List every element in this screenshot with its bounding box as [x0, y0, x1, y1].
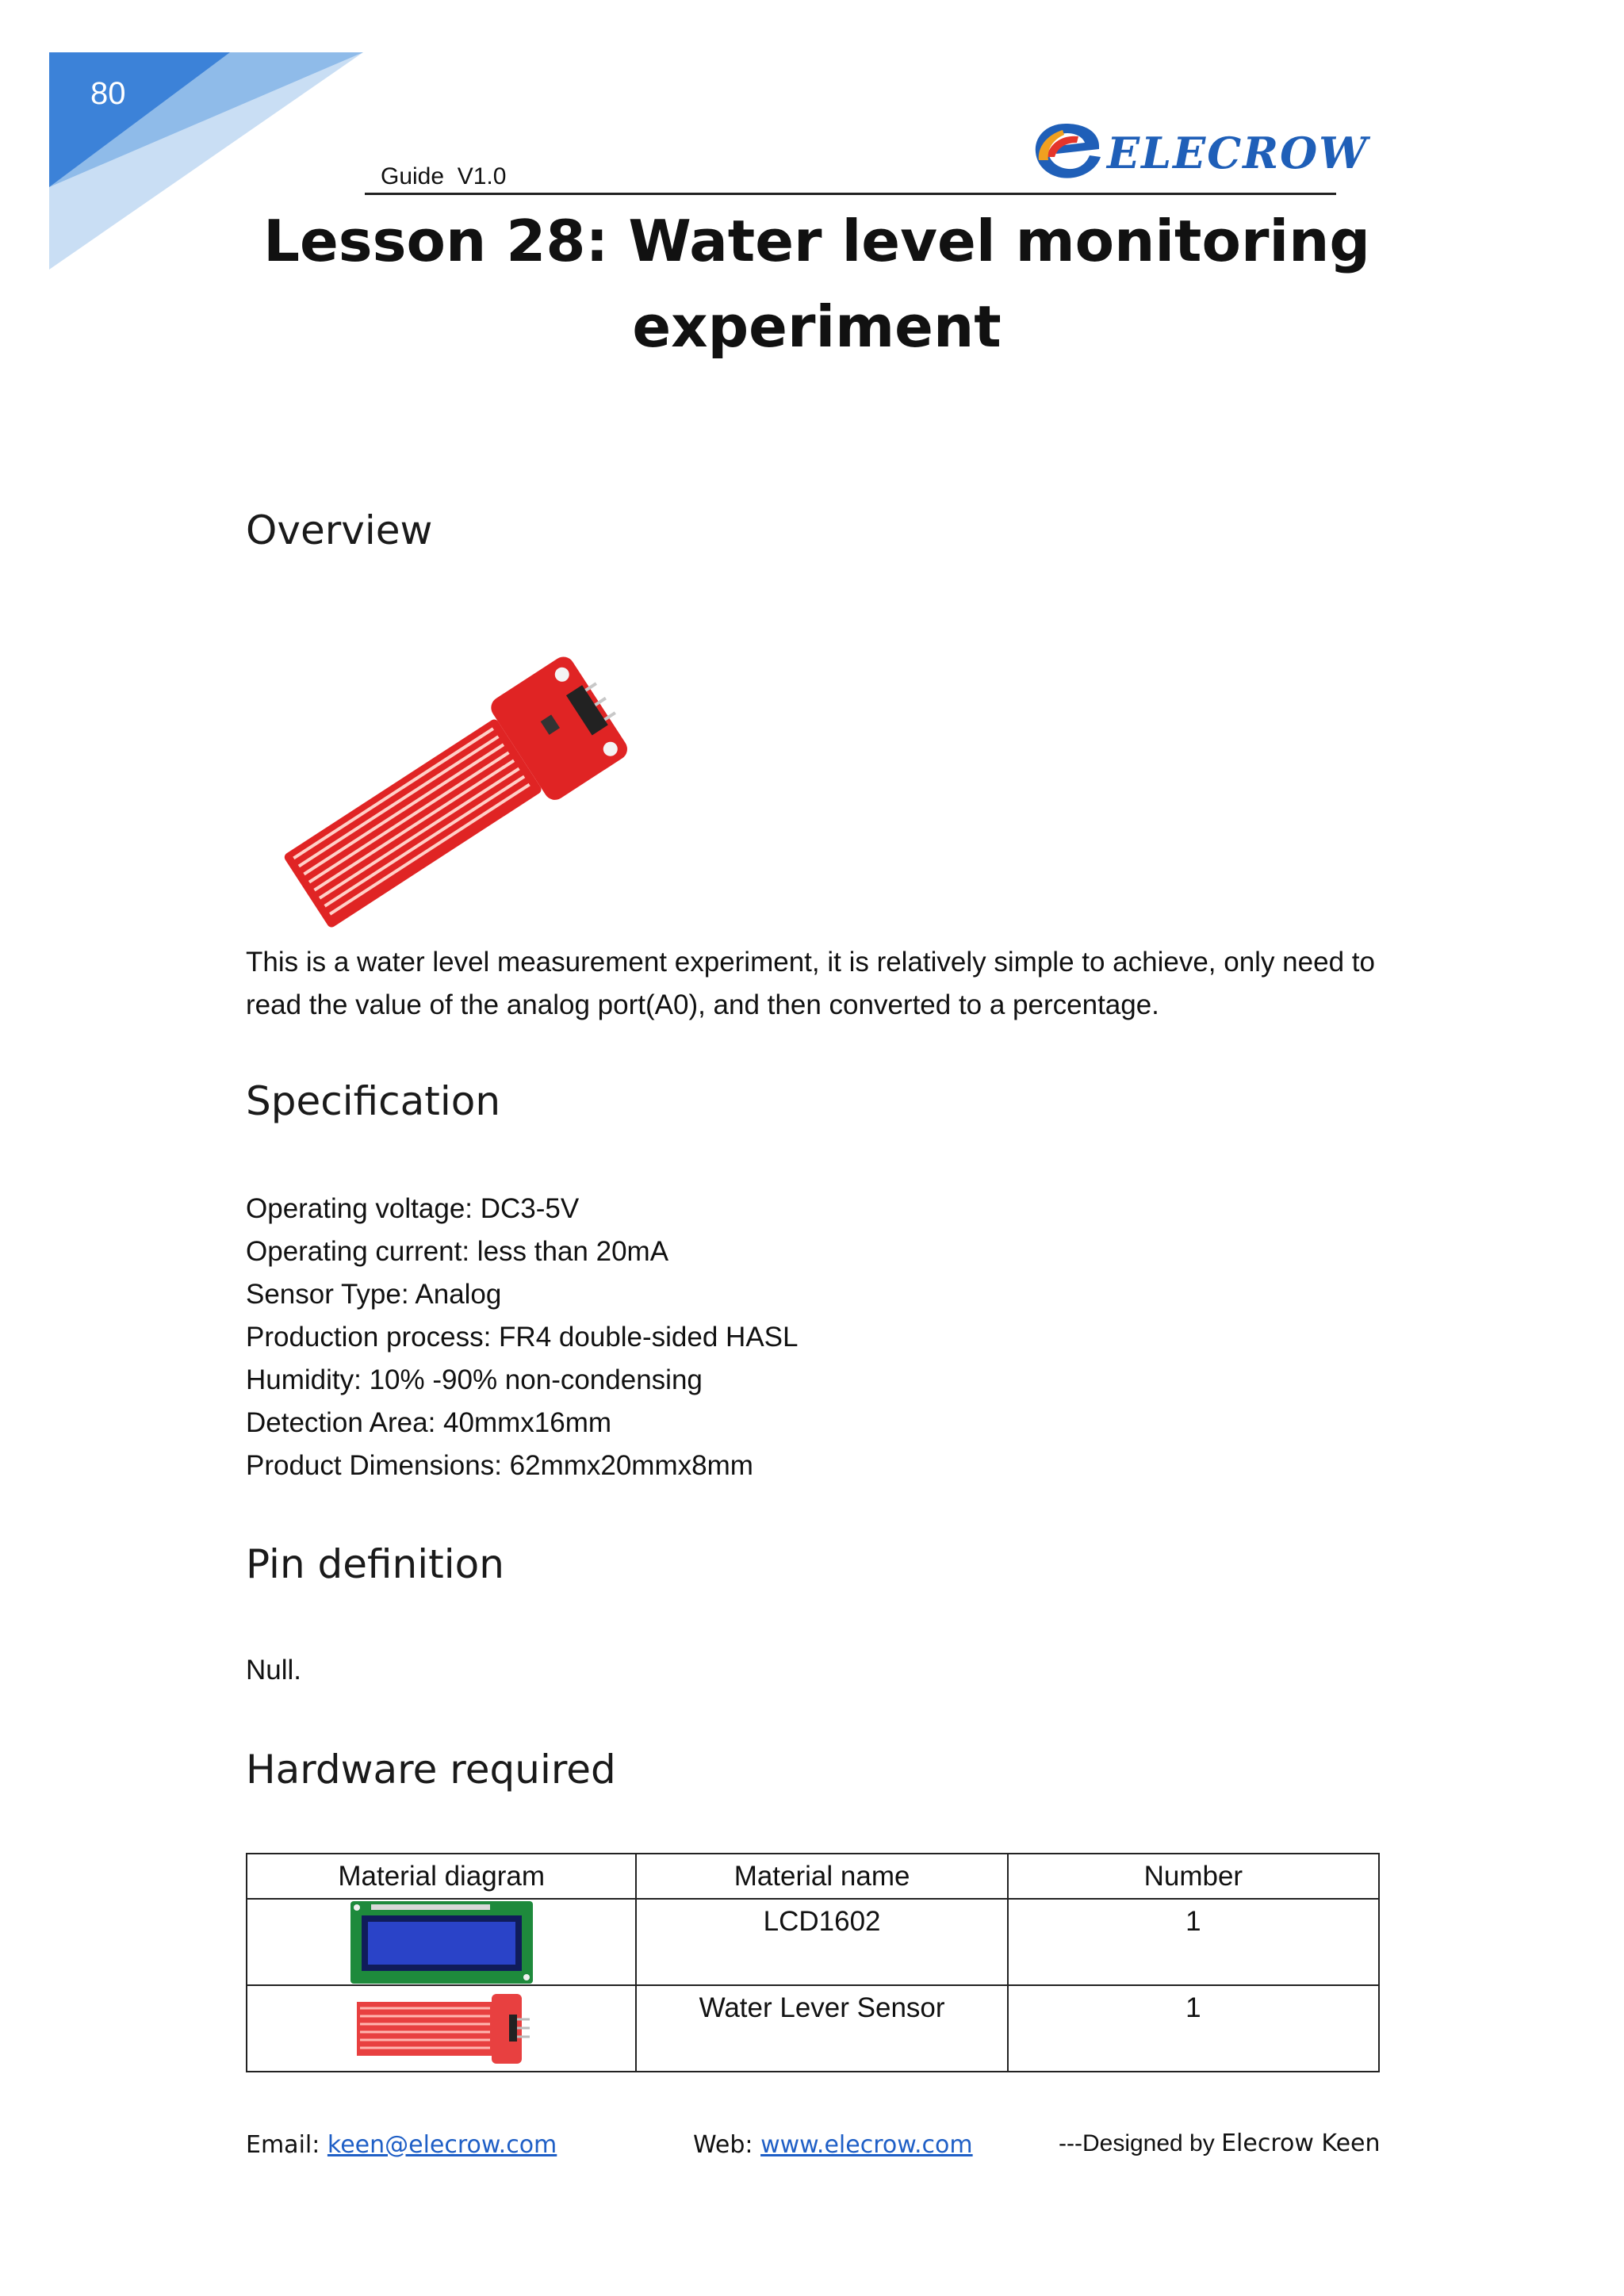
water-sensor-thumbnail: [350, 1988, 533, 2067]
hardware-heading: Hardware required: [246, 1747, 616, 1793]
svg-text:ELECROW: ELECROW: [1107, 128, 1369, 178]
overview-heading: Overview: [246, 507, 433, 553]
material-diagram-cell: [247, 1899, 636, 1985]
column-header: Number: [1008, 1854, 1379, 1899]
footer-web: [693, 2131, 973, 2159]
pin-definition-text: Null.: [246, 1655, 302, 1686]
material-diagram-cell: [247, 1985, 636, 2072]
spec-item: Operating voltage: DC3-5V: [246, 1193, 580, 1224]
table-header-row: [247, 1854, 1379, 1899]
footer-email: [246, 2131, 557, 2159]
material-name-cell: Water Lever Sensor: [636, 1985, 1007, 2072]
spec-item: Sensor Type: Analog: [246, 1279, 502, 1310]
overview-text: This is a water level measurement experiment, it is relatively simple to achieve, only need to read the value of the analog port(A0), and then converted to a percentage.: [246, 947, 1375, 1020]
guide-version-label: Guide V1.0: [381, 163, 507, 189]
logo-mark-icon: [1031, 111, 1369, 187]
credit-prefix: ---Designed by: [1059, 2130, 1222, 2156]
number-cell: 1: [1008, 1899, 1379, 1985]
table-row: [247, 1985, 1379, 2072]
pin-definition-heading: Pin definition: [246, 1541, 504, 1587]
spec-item: Production process: FR4 double-sided HASL: [246, 1322, 799, 1353]
spec-item: Product Dimensions: 62mmx20mmx8mm: [246, 1450, 753, 1481]
lesson-title: [262, 198, 1372, 369]
page-number: 80: [90, 76, 126, 111]
footer-web-label: Web:: [693, 2131, 761, 2159]
lesson-title-line2: experiment: [632, 293, 1002, 360]
number-cell: 1: [1008, 1985, 1379, 2072]
footer-credit: [1059, 2130, 1381, 2157]
spec-item: Humidity: 10% -90% non-condensing: [246, 1364, 703, 1395]
table-row: [247, 1899, 1379, 1985]
spec-item: Detection Area: 40mmx16mm: [246, 1407, 612, 1438]
web-link[interactable]: www.elecrow.com: [760, 2131, 973, 2159]
water-sensor-image: [246, 642, 619, 904]
header-rule: [365, 193, 1336, 195]
credit-name: Elecrow Keen: [1221, 2130, 1381, 2157]
column-header: Material name: [636, 1854, 1007, 1899]
spec-item: Operating current: less than 20mA: [246, 1236, 669, 1267]
material-name-cell: LCD1602: [636, 1899, 1007, 1985]
email-link[interactable]: keen@elecrow.com: [327, 2131, 557, 2159]
lcd1602-image: [350, 1901, 533, 1984]
elecrow-logo: [1031, 111, 1369, 187]
footer-email-label: Email:: [246, 2131, 327, 2159]
lesson-title-line1: Lesson 28: Water level monitoring: [263, 208, 1370, 274]
specification-heading: Specification: [246, 1078, 501, 1124]
specification-list: [246, 1188, 798, 1487]
column-header: Material diagram: [247, 1854, 636, 1899]
hardware-table: [246, 1853, 1380, 2072]
